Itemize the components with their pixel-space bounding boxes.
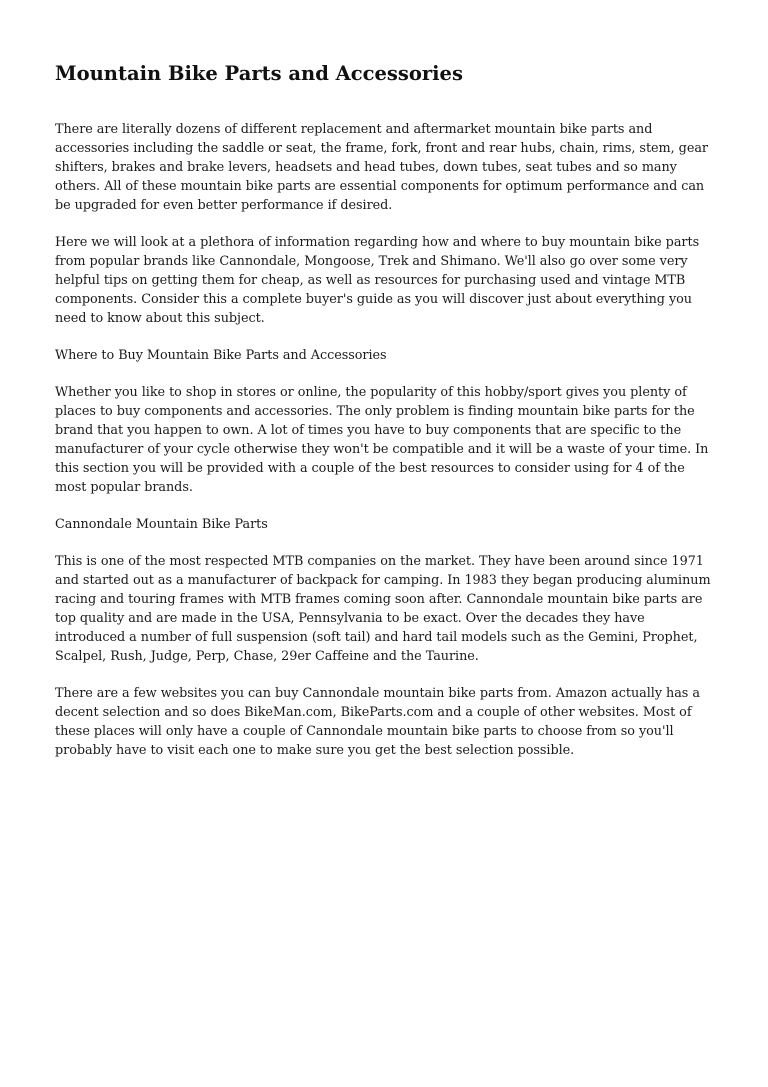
overview-paragraph: Here we will look at a plethora of information regarding how and where to buy mountain bike parts from popular brands like Cannondale, Mongoose, Trek and Shimano. We'll also go over some very helpful tips on getting them for cheap, as well as resources for purchasing used and vintage MTB components. Consider this a complete buyer's guide as you will discover just about everything you need to know about this subject. [55, 235, 700, 326]
cannondale-websites-paragraph: There are a few websites you can buy Cannondale mountain bike parts from. Amazon actually has a decent selection and so does BikeMan.com, BikeParts.com and a couple of other websites. Most of these places will only have a couple of Cannondale mountain bike parts to choose from so you'll probably have to visit each one to make sure you get the best selection possible. [55, 686, 700, 758]
section-heading-cannondale: Cannondale Mountain Bike Parts [55, 517, 268, 532]
intro-paragraph: There are literally dozens of different replacement and aftermarket mountain bike parts and accessories including the saddle or seat, the frame, fork, front and rear hubs, chain, rims, stem, gear shifters, brakes and brake levers, headsets and head tubes, down tubes, seat tubes and so many others. All of these mountain bike parts are essential components for optimum performance and can be upgraded for even better performance if desired. [55, 122, 708, 213]
document-body [55, 58, 715, 778]
cannondale-history-paragraph: This is one of the most respected MTB companies on the market. They have been around since 1971 and started out as a manufacturer of backpack for camping. In 1983 they began producing aluminum racing and touring frames with MTB frames coming soon after. Cannondale mountain bike parts are top quality and are made in the USA, Pennsylvania to be exact. Over the decades they have introduced a number of full suspension (soft tail) and hard tail models such as the Gemini, Prophet, Scalpel, Rush, Judge, Perp, Chase, 29er Caffeine and the Taurine. [55, 554, 711, 664]
where-to-buy-paragraph: Whether you like to shop in stores or online, the popularity of this hobby/sport gives you plenty of places to buy components and accessories. The only problem is finding mountain bike parts for the brand that you happen to own. A lot of times you have to buy components that are specific to the manufacturer of your cycle otherwise they won't be compatible and it will be a waste of your time. In this section you will be provided with a couple of the best resources to consider using for 4 of the most popular brands. [55, 385, 709, 495]
section-heading-where-to-buy: Where to Buy Mountain Bike Parts and Accessories [55, 348, 387, 363]
page-title: Mountain Bike Parts and Accessories [55, 62, 463, 85]
